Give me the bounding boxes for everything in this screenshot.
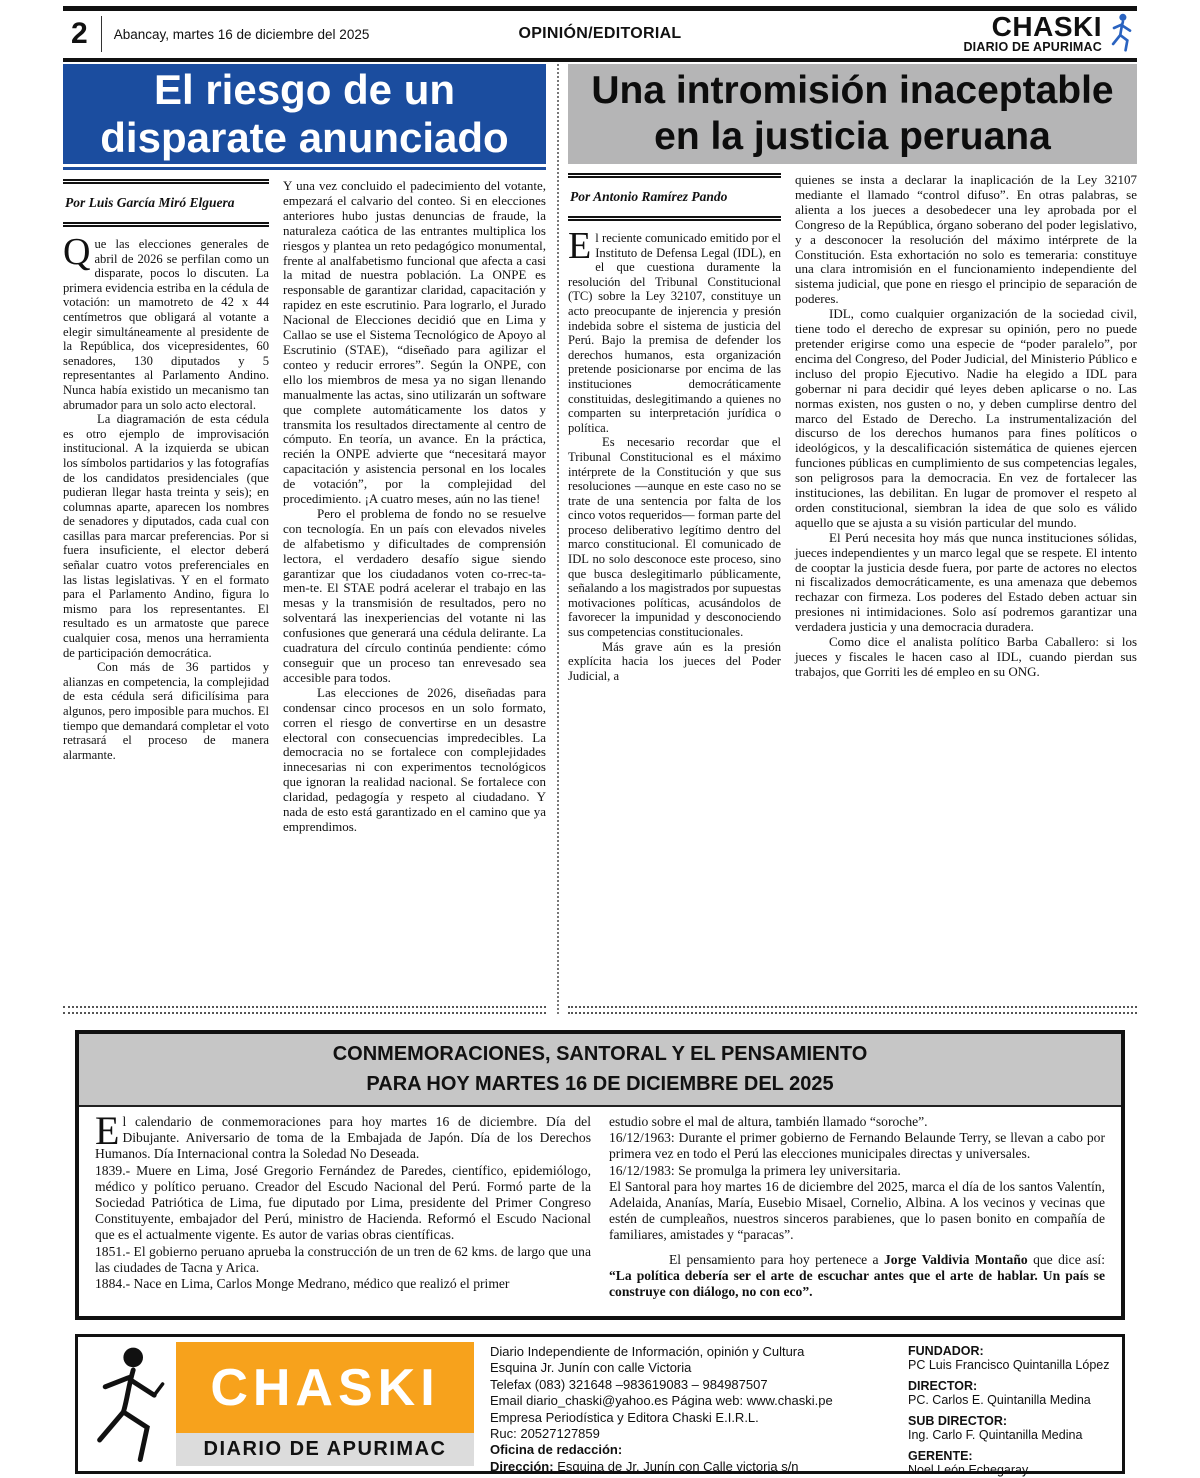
conmem-paragraph: 16/12/1983: Se promulga la primera ley universitaria.	[609, 1162, 901, 1178]
article-right-byline: Por Antonio Ramírez Pando	[568, 173, 781, 221]
article-left-column-2	[283, 179, 546, 975]
pensamiento-paragraph: El pensamiento para hoy pertenece a Jorge Valdivia Montaño que dice así: “La política debería ser el arte de escuchar antes que el arte de hablar. Un país se construye con diálogo, no con eco”.	[609, 1251, 1105, 1300]
footer-office-label: Oficina de redacción:	[490, 1442, 623, 1458]
footer-address-label: Dirección:	[490, 1458, 554, 1474]
footer-logo-subtitle: DIARIO DE APURIMAC	[176, 1433, 474, 1466]
conmem-paragraph: 16/12/1963: Durante el primer gobierno de Fernando Belaunde Terry, se llevan a cabo por primera vez en todo el Perú las elecciones municipales directas y universales.	[609, 1130, 1105, 1162]
article-left-title-line1: El riesgo de un	[153, 66, 456, 113]
article-right-title	[568, 64, 1137, 164]
article-right-title-line1: Una intromisión inaceptable	[591, 69, 1114, 112]
footer-info-line: Ruc: 20527127859	[490, 1426, 600, 1442]
conmemoraciones-title-line1: CONMEMORACIONES, SANTORAL Y EL PENSAMIENTO	[332, 1043, 868, 1065]
article-paragraph: Es necesario recordar que el Tribunal Constitucional es el máximo intérprete de la Constitución y que sus resoluciones —aunque en este caso no se trate de una sentencia por falta de los cinco votos requeridos— forman parte del proceso deliberativo legítimo dentro del marco constitucional. El comunicado de IDL no solo desconoce este proceso, sino que busca deslegitimarlo públicamente, señalando a los magistrados por supuestas motivaciones políticas, acusándolos de favorecer la impunidad y desconociendo sus competencias constitucionales.	[568, 435, 781, 640]
article-paragraph: Más grave aún es la presión explícita hacia los jueces del Poder Judicial, a	[568, 639, 781, 683]
articles-divider	[557, 64, 559, 1014]
footer-info-line: Email diario_chaski@yahoo.es Página web: www.chaski.pe	[490, 1393, 833, 1409]
conmem-paragraph: El calendario de conmemoraciones para hoy martes 16 de diciembre. Día del Dibujante. Aniversario de toma de la Embajada de Japón. Día de los Derechos Humanos. Día Internacional contra la Soledad No Deseada.	[95, 1108, 591, 1162]
footer-staff	[900, 1337, 1122, 1477]
article-paragraph: El Perú necesita hoy más que nunca instituciones sólidas, jueces independientes y un marco legal que se respete. El intento de cooptar la justicia desde fuera, por parte de actores no electos ni fiscalizados democráticamente, es una amenaza que debemos rechazar con firmeza. Los poderes del Estado deben actuar sin presiones ni intimidaciones. Solo así podremos garantizar una verdadera justicia y una democracia duradera.	[795, 529, 1137, 635]
article-left-title-line2: disparate anunciado	[100, 114, 509, 161]
article-right-column-1	[568, 173, 781, 969]
footer-info-line: Diario Independiente de Información, opinión y Cultura	[490, 1344, 805, 1359]
articles-area	[63, 64, 1137, 1014]
conmemoraciones-column-2	[609, 1114, 1105, 1300]
article-left-end-rule	[63, 1006, 546, 1014]
pensamiento-author: Jorge Valdivia Montaño	[883, 1251, 1028, 1267]
footer-info	[478, 1337, 900, 1474]
conmemoraciones-column-1	[95, 1108, 591, 1300]
conmemoraciones-box	[75, 1030, 1125, 1320]
article-right-end-rule	[568, 1006, 1137, 1014]
page-header	[63, 6, 1137, 62]
footer-address-line: Dirección: Esquina de Jr. Junín con Calle victoria s/n	[490, 1458, 799, 1474]
article-paragraph: Pero el problema de fondo no se resuelve con tecnología. En un país con elevados niveles de alfabetismo y dificultades de comprensión lectora, el verdadero desafío sigue siendo garantizar que los ciudadanos voten co-rrec-ta-men-te. El STAE podrá acelerar el trabajo en las mesas y la transmisión de resultados, pero no solventará las inexperiencias del votante ni las confusiones que generará una cédula delirante. La cuadratura del círculo continúa pendiente: cómo conseguir que un proceso tan enrevesado sea accesible para todos.	[283, 505, 546, 685]
article-right	[568, 64, 1137, 1014]
pensamiento-quote: “La política debería ser el arte de escuchar antes que el arte de hablar. Un país se construye con diálogo, no con eco”.	[609, 1267, 1105, 1300]
conmemoraciones-title-line2: PARA HOY MARTES 16 DE DICIEMBRE DEL 2025	[366, 1073, 834, 1095]
runner-logo-icon	[86, 1342, 172, 1466]
masthead	[963, 12, 1137, 57]
conmem-paragraph: estudio sobre el mal de altura, también llamado “soroche”.	[609, 1114, 928, 1129]
dropcap-q: Q	[63, 231, 91, 273]
footer-info-line: Empresa Periodística y Editora Chaski E.I.R.L.	[490, 1409, 759, 1425]
article-left-title-rule	[63, 167, 546, 170]
staff-entry: GERENTE: Noel León Echegaray	[908, 1449, 1029, 1477]
staff-entry: FUNDADOR: PC Luis Francisco Quintanilla López	[908, 1344, 1110, 1372]
article-right-column-2	[795, 173, 1137, 969]
conmem-paragraph: El Santoral para hoy martes 16 de diciembre del 2025, marca el día de los santos Valentín, Adelaida, Ananías, María, Eusebio Misael, Cornelio, Albina. A los vecinos y vecinas que estén de cumpleaños, nuestros sinceros parabienes, que lo pasen bonito en compañía de familiares, amistades y “paracas”.	[609, 1178, 1105, 1243]
article-paragraph: quienes se insta a declarar la inaplicación de la Ley 32107 mediante el llamado “control difuso”. En otras palabras, se alienta a los jueces a desobedecer una ley aprobada por el Congreso de la República, órgano soberano del poder legislativo, y a desconocer la resolución del máximo intérprete de la Constitución. Esta exhortación no solo es temeraria: constituye una clara intromisión en el funcionamiento independiente del sistema judicial, que pone en riesgo el principio de separación de poderes.	[795, 173, 1137, 307]
page-number: 2	[71, 17, 88, 50]
conmem-paragraph: 1839.- Muere en Lima, José Gregorio Fernández de Paredes, científico, epidemiólogo, médico y político peruano. Creador del Escudo Nacional del Perú. Formó parte de la Sociedad Patriótica de Lima, fue diputado por Lima, presidente del Primer Congreso Constituyente, embajador del Perú, ministro de Hacienda. Reformó el Escudo Nacional que es el actualmente vigente. Es autor de varias obras científicas.	[95, 1162, 591, 1243]
article-paragraph: IDL, como cualquier organización de la sociedad civil, tiene todo el derecho de expresar su opinión, pero no puede pretender erigirse como una especie de “poder paralelo”, por encima del Congreso, del Poder Judicial, del Ministerio Público e incluso del propio Ejecutivo. Nadie ha elegido a IDL para gobernar ni para decidir qué leyes deben aplicarse o no. Las normas existen, nos gusten o no, y deben cumplirse dentro del marco del Estado de Derecho. La instrumentalización del discurso de los derechos humanos para fines políticos o ideológicos, y la descalificación sistemática de quienes ejercen funciones públicas en cumplimiento de sus competencias legales, son peligrosos para la democracia. En vez de fortalecer las instituciones, las debilitan. En lugar de promover el respeto al orden constitucional, siembran la idea de que solo es válido aquello que se ajusta a su visión particular del mundo.	[795, 306, 1137, 530]
dateline: Abancay, martes 16 de diciembre del 2025	[113, 26, 370, 42]
chaski-runner-icon	[1107, 12, 1137, 57]
footer-info-line: Telefax (083) 321648 –983619083 – 984987507	[490, 1376, 768, 1392]
article-left-column-1	[63, 179, 269, 975]
article-paragraph: La diagramación de esta cédula es otro ejemplo de improvisación institucional. A la izquierda se ubican los símbolos partidarios y las fotografías de los candidatos presidenciales (que pudieran llegar hasta treinta y seis); en columnas aparte, aparecen los nombres de senadores y diputados, cada cual con casillas para marcar preferencias. Por si fuera insuficiente, el elector deberá señalar cuatro votos preferenciales en las listas legislativas. Y en el formato para el Parlamento Andino, figura lo mismo para los representantes. El resultado es un armatoste que parece cualquier cosa, menos una herramienta de participación democrática.	[63, 412, 269, 660]
dropcap-e: E	[95, 1108, 120, 1153]
conmemoraciones-title	[79, 1034, 1121, 1107]
masthead-title: CHASKI	[991, 11, 1102, 42]
section-title: OPINIÓN/EDITORIAL	[518, 25, 682, 42]
article-paragraph: Las elecciones de 2026, diseñadas para condensar cinco procesos en un solo formato, corren el riesgo de convertirse en un desastre electoral con consecuencias impredecibles. La democracia no se fortalece con complejidades innecesarias ni con experimentos tecnológicos que ignoran la realidad nacional. Se fortalece con claridad, pedagogía y respeto al ciudadano. Y nada de esto está garantizado en el camino que ya emprendimos.	[283, 684, 546, 834]
conmem-paragraph: 1851.- El gobierno peruano aprueba la construcción de un tren de 62 kms. de largo que una las ciudades de Tacna y Arica.	[95, 1243, 591, 1275]
footer-info-line: Esquina Jr. Junín con calle Victoria	[490, 1360, 692, 1376]
staff-entry: SUB DIRECTOR: Ing. Carlo F. Quintanilla Medina	[908, 1414, 1083, 1442]
article-left-title	[63, 64, 546, 164]
article-left	[63, 64, 546, 1014]
header-bottom-rule	[63, 58, 1137, 62]
article-paragraph: Y una vez concluido el padecimiento del votante, empezará el calvario del conteo. Si en elecciones anteriores hubo justas denuncias de fraude, la naturaleza caótica de las entrantes multiplica los riesgos y plantea un reto pedagógico monumental, frente al analfabetismo funcional que afecta a casi la mitad de nuestra población. La ONPE es responsable de garantizar claridad, capacitación y rapidez en este escrutinio. Para lograrlo, el Jurado Nacional de Elecciones decidió que en Lima y Callao se use el Sistema Tecnológico de Apoyo al Escrutinio (STAE), “diseñado para agilizar el conteo y reducir errores”. Según la ONPE, con ello los miembros de mesa ya no sigan llenando manualmente las actas, sino utilizarán un software que complete automáticamente los datos y transmita los resultados directamente al centro de cómputo. En teoría, un avance. En la práctica, recién la ONPE advierte que “necesitará mayor capacitación y asistencia personal en los locales de votación”, por la complejidad del procedimiento. ¡A cuatro meses, aún no las tiene!	[283, 179, 546, 507]
article-left-byline: Por Luis García Miró Elguera	[63, 179, 269, 227]
article-paragraph: Como dice el analista político Barba Caballero: si los jueces y fiscales le hacen caso al IDL, cuando pierdan sus trabajos, que Gorriti les dé empleo en su ONG.	[795, 634, 1137, 679]
dropcap-e: E	[568, 225, 592, 267]
masthead-subtitle: DIARIO DE APURIMAC	[963, 40, 1102, 54]
conmem-paragraph: 1884.- Nace en Lima, Carlos Monge Medrano, médico que realizó el primer	[95, 1276, 510, 1292]
staff-entry: DIRECTOR: PC. Carlos E. Quintanilla Medina	[908, 1379, 1091, 1407]
article-paragraph: Que las elecciones generales de abril de 2026 se perfilan como un disparate, pocos lo discuten. La primera evidencia estriba en la cédula de votación: un mamotreto de 42 x 44 centímetros que obligará al votante a elegir simultáneamente al presidente de la República, dos vicepresidentes, 60 senadores, 130 diputados y 5 representantes al Parlamento Andino. Nunca había existido un mecanismo tan abrumador para un solo acto electoral.	[63, 231, 269, 412]
footer-logo-title: CHASKI	[176, 1342, 474, 1433]
article-paragraph: El reciente comunicado emitido por el Instituto de Defensa Legal (IDL), en el que cuestiona duramente la resolución del Tribunal Constitucional (TC) sobre la Ley 32107, constituye un acto preocupante de injerencia y presión indebida sobre el sistema de justicia del Perú. Bajo la premisa de defender los derechos humanos, esta organización pretende posicionarse por encima de las instituciones democráticamente constituidas, deslegitimando a quienes no comparten su interpretación jurídica o política.	[568, 225, 781, 435]
article-right-title-line2: en la justicia peruana	[654, 115, 1051, 158]
newspaper-footer	[75, 1334, 1125, 1477]
footer-logo-area	[78, 1337, 478, 1471]
article-paragraph: Con más de 36 partidos y alianzas en competencia, la complejidad de esta cédula será dificilísima para algunos, pero imposible para muchos. El tiempo que demandará completar el voto retrasará el proceso de manera alarmante.	[63, 660, 269, 762]
